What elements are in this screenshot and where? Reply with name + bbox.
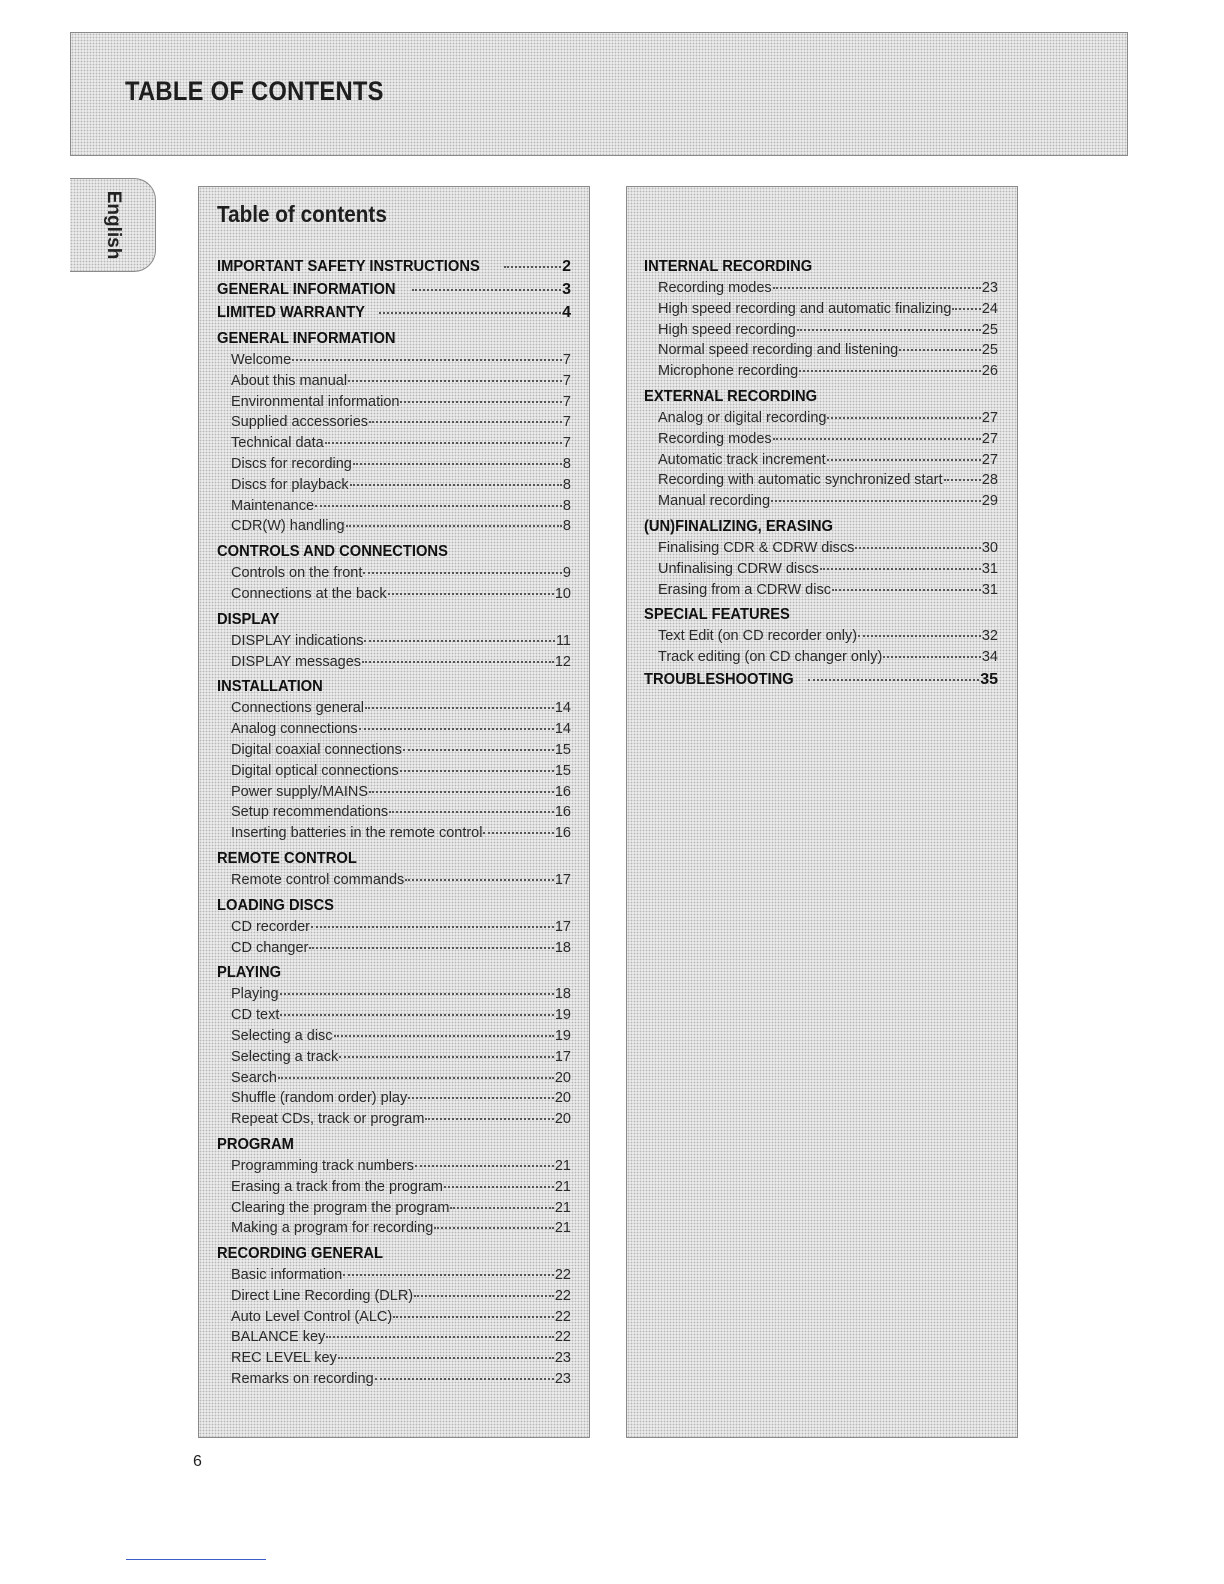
toc-page-number: 17 bbox=[554, 918, 571, 935]
toc-section-title: PLAYING bbox=[217, 964, 282, 982]
toc-page-number: 8 bbox=[562, 476, 571, 493]
dot-leader bbox=[832, 589, 981, 591]
toc-entry-title: High speed recording bbox=[658, 321, 796, 338]
toc-entry-title: Normal speed recording and listening bbox=[658, 342, 899, 359]
dot-leader bbox=[353, 463, 562, 465]
toc-entry bbox=[217, 371, 571, 392]
dot-leader bbox=[434, 1227, 554, 1229]
footer-rule bbox=[126, 1559, 266, 1560]
toc-page-number: 22 bbox=[554, 1287, 571, 1304]
toc-entry bbox=[217, 454, 571, 475]
toc-page-number: 32 bbox=[981, 628, 998, 645]
toc-entry bbox=[217, 938, 571, 959]
dot-leader bbox=[797, 329, 981, 331]
toc-page-number: 23 bbox=[554, 1350, 571, 1367]
toc-entry bbox=[644, 559, 998, 580]
toc-entry-title: Connections general bbox=[231, 700, 365, 717]
dot-leader bbox=[858, 635, 981, 637]
toc-panel-left bbox=[198, 186, 590, 1438]
toc-entry bbox=[644, 470, 998, 491]
toc-entry bbox=[217, 412, 571, 433]
toc-entry bbox=[644, 299, 998, 320]
dot-leader bbox=[827, 417, 980, 419]
toc-list-left bbox=[217, 255, 571, 1390]
toc-entry bbox=[217, 475, 571, 496]
toc-entry-title: Recording modes bbox=[658, 280, 772, 296]
toc-entry-title: Microphone recording bbox=[658, 363, 799, 380]
dot-leader bbox=[425, 1118, 553, 1120]
dot-leader bbox=[808, 679, 980, 681]
dot-leader bbox=[771, 500, 981, 502]
dot-leader bbox=[388, 593, 554, 595]
toc-page-number: 27 bbox=[981, 430, 998, 447]
toc-page-number: 22 bbox=[554, 1329, 571, 1346]
toc-page-number: 14 bbox=[554, 700, 571, 717]
toc-page-number: 15 bbox=[554, 741, 571, 758]
toc-page-number: 16 bbox=[554, 783, 571, 800]
language-tab bbox=[70, 178, 156, 272]
dot-leader bbox=[400, 401, 561, 403]
toc-page-number: 25 bbox=[981, 342, 998, 359]
toc-section-title: SPECIAL FEATURES bbox=[644, 606, 790, 624]
language-tab-label: English bbox=[102, 190, 124, 260]
dot-leader bbox=[278, 1077, 554, 1079]
toc-entry-title: Power supply/MAINS bbox=[231, 783, 368, 800]
toc-entry-title: Selecting a disc bbox=[231, 1027, 333, 1044]
toc-page-number: 7 bbox=[562, 352, 571, 368]
toc-page-number: 22 bbox=[554, 1308, 571, 1325]
dot-leader bbox=[444, 1186, 554, 1188]
toc-page-number: 16 bbox=[554, 825, 571, 842]
toc-entry-title: Digital coaxial connections bbox=[231, 741, 402, 758]
toc-entry bbox=[644, 361, 998, 382]
toc-entry bbox=[217, 1047, 571, 1068]
toc-entry bbox=[644, 580, 998, 601]
toc-entry bbox=[644, 340, 998, 361]
dot-leader bbox=[363, 572, 562, 574]
toc-page-number: 7 bbox=[562, 393, 571, 410]
toc-entry bbox=[217, 782, 571, 803]
toc-page-number: 11 bbox=[555, 632, 571, 649]
toc-entry-title: Discs for recording bbox=[231, 455, 352, 472]
toc-section bbox=[644, 255, 998, 278]
dot-leader bbox=[334, 1035, 554, 1037]
toc-entry bbox=[217, 1156, 571, 1177]
toc-entry-title: Digital optical connections bbox=[231, 762, 399, 779]
toc-page-number: 20 bbox=[554, 1090, 571, 1107]
toc-page-number: 28 bbox=[981, 472, 998, 489]
toc-list-right bbox=[644, 255, 998, 691]
toc-section-title: GENERAL INFORMATION bbox=[217, 330, 396, 347]
toc-page-number: 3 bbox=[562, 281, 571, 298]
toc-entry-title: BALANCE key bbox=[231, 1329, 326, 1346]
toc-entry-title: CD text bbox=[231, 1007, 280, 1024]
toc-page-number: 21 bbox=[554, 1199, 571, 1216]
toc-page-number: 14 bbox=[554, 721, 571, 738]
toc-page-number: 20 bbox=[554, 1069, 571, 1086]
toc-entry-title: Repeat CDs, track or program bbox=[231, 1111, 425, 1128]
toc-page-number: 31 bbox=[981, 581, 998, 598]
toc-entry-title: Selecting a track bbox=[231, 1048, 339, 1065]
toc-entry bbox=[217, 1286, 571, 1307]
dot-leader bbox=[820, 568, 981, 570]
toc-entry bbox=[217, 652, 571, 673]
toc-entry-title: Finalising CDR & CDRW discs bbox=[658, 539, 855, 556]
toc-section bbox=[217, 540, 571, 563]
toc-panel-right bbox=[626, 186, 1018, 1438]
dot-leader bbox=[450, 1207, 553, 1209]
toc-page-number: 8 bbox=[562, 455, 571, 472]
toc-entry-title: Analog or digital recording bbox=[658, 409, 827, 426]
dot-leader bbox=[855, 547, 981, 549]
toc-entry-title: About this manual bbox=[231, 372, 348, 389]
toc-page-number: 19 bbox=[554, 1027, 571, 1044]
toc-page-number: 18 bbox=[554, 939, 571, 956]
toc-section-title: IMPORTANT SAFETY INSTRUCTIONS bbox=[217, 258, 480, 275]
toc-page-number: 22 bbox=[554, 1267, 571, 1284]
dot-leader bbox=[364, 640, 554, 642]
toc-entry-title: Welcome bbox=[231, 352, 292, 368]
toc-page-number: 12 bbox=[554, 653, 571, 670]
dot-leader bbox=[326, 1336, 554, 1338]
toc-entry bbox=[217, 1198, 571, 1219]
toc-entry bbox=[217, 1307, 571, 1328]
toc-page-number: 21 bbox=[554, 1178, 571, 1195]
toc-entry bbox=[217, 1005, 571, 1026]
toc-section bbox=[217, 301, 571, 324]
toc-entry-title: Erasing from a CDRW disc bbox=[658, 581, 831, 598]
dot-leader bbox=[369, 421, 562, 423]
toc-page-number: 20 bbox=[554, 1111, 571, 1128]
toc-entry-title: Shuffle (random order) play bbox=[231, 1090, 408, 1107]
toc-entry bbox=[217, 870, 571, 891]
page-title: TABLE OF CONTENTS bbox=[125, 76, 384, 106]
toc-page-number: 8 bbox=[562, 497, 571, 514]
toc-page-number: 16 bbox=[554, 804, 571, 821]
dot-leader bbox=[379, 312, 561, 314]
dot-leader bbox=[362, 661, 554, 663]
toc-entry-title: Search bbox=[231, 1069, 277, 1086]
toc-page-number: 17 bbox=[554, 871, 571, 888]
toc-section-title: REMOTE CONTROL bbox=[217, 849, 357, 867]
toc-entry-title: Automatic track increment bbox=[658, 451, 826, 468]
toc-entry bbox=[217, 719, 571, 740]
toc-page-number: 8 bbox=[562, 518, 571, 535]
toc-entry bbox=[217, 631, 571, 652]
toc-entry bbox=[644, 450, 998, 471]
toc-page-number: 21 bbox=[554, 1157, 571, 1174]
dot-leader bbox=[773, 438, 981, 440]
toc-page-number: 34 bbox=[981, 649, 998, 666]
toc-section-title: TROUBLESHOOTING bbox=[644, 670, 794, 688]
toc-entry-title: Connections at the back bbox=[231, 585, 387, 602]
dot-leader bbox=[389, 811, 554, 813]
page-number: 6 bbox=[193, 1453, 202, 1470]
toc-entry-title: Inserting batteries in the remote control bbox=[231, 825, 483, 842]
toc-entry-title: Making a program for recording bbox=[231, 1220, 434, 1237]
dot-leader bbox=[309, 947, 553, 949]
toc-section-title: LOADING DISCS bbox=[217, 896, 334, 914]
dot-leader bbox=[883, 656, 981, 658]
toc-section bbox=[217, 847, 571, 870]
dot-leader bbox=[343, 1274, 554, 1276]
dot-leader bbox=[280, 993, 554, 995]
dot-leader bbox=[365, 707, 554, 709]
toc-page-number: 30 bbox=[981, 539, 998, 556]
toc-entry-title: DISPLAY messages bbox=[231, 653, 362, 670]
toc-entry bbox=[217, 584, 571, 605]
toc-page-number: 18 bbox=[554, 986, 571, 1003]
toc-entry bbox=[217, 496, 571, 517]
dot-leader bbox=[799, 370, 981, 372]
dot-leader bbox=[350, 484, 562, 486]
dot-leader bbox=[773, 287, 981, 289]
toc-entry bbox=[217, 563, 571, 584]
toc-section-title: CONTROLS AND CONNECTIONS bbox=[217, 543, 448, 561]
toc-entry-title: CD recorder bbox=[231, 918, 310, 935]
toc-entry-title: Recording with automatic synchronized start bbox=[658, 472, 943, 489]
dot-leader bbox=[827, 459, 981, 461]
toc-section-title: INTERNAL RECORDING bbox=[644, 258, 813, 275]
toc-entry bbox=[644, 320, 998, 341]
toc-section bbox=[217, 278, 571, 301]
toc-entry bbox=[217, 823, 571, 844]
toc-entry bbox=[217, 1265, 571, 1286]
dot-leader bbox=[315, 505, 562, 507]
toc-page-number: 27 bbox=[981, 451, 998, 468]
toc-section bbox=[217, 961, 571, 984]
toc-entry-title: CD changer bbox=[231, 939, 309, 956]
dot-leader bbox=[415, 1165, 554, 1167]
dot-leader bbox=[414, 1295, 554, 1297]
toc-page-number: 19 bbox=[554, 1007, 571, 1024]
toc-page-number: 7 bbox=[562, 372, 571, 389]
toc-entry-title: Environmental information bbox=[231, 393, 400, 410]
toc-entry bbox=[217, 1348, 571, 1369]
toc-entry-title: Remarks on recording bbox=[231, 1371, 374, 1388]
toc-entry bbox=[217, 350, 571, 371]
dot-leader bbox=[504, 266, 561, 268]
toc-page-number: 29 bbox=[981, 493, 998, 510]
toc-section bbox=[217, 255, 571, 278]
dot-leader bbox=[400, 770, 554, 772]
toc-entry-title: Remote control commands bbox=[231, 871, 405, 888]
toc-entry-title: REC LEVEL key bbox=[231, 1350, 337, 1367]
dot-leader bbox=[899, 349, 981, 351]
dot-leader bbox=[944, 479, 981, 481]
toc-entry-title: Unfinalising CDRW discs bbox=[658, 560, 819, 577]
toc-entry bbox=[644, 491, 998, 512]
toc-entry bbox=[644, 408, 998, 429]
dot-leader bbox=[348, 380, 562, 382]
toc-entry bbox=[217, 917, 571, 938]
toc-page-number: 31 bbox=[981, 560, 998, 577]
toc-entry bbox=[644, 278, 998, 299]
toc-entry-title: Maintenance bbox=[231, 497, 315, 514]
dot-leader bbox=[483, 832, 553, 834]
dot-leader bbox=[393, 1316, 554, 1318]
toc-section bbox=[644, 385, 998, 408]
dot-leader bbox=[375, 1378, 554, 1380]
dot-leader bbox=[325, 442, 562, 444]
toc-entry-title: Basic information bbox=[231, 1267, 343, 1284]
toc-entry bbox=[217, 433, 571, 454]
toc-entry-title: CDR(W) handling bbox=[231, 518, 345, 535]
toc-entry-title: Direct Line Recording (DLR) bbox=[231, 1287, 414, 1304]
toc-entry bbox=[217, 740, 571, 761]
toc-entry bbox=[644, 626, 998, 647]
toc-entry-title: Clearing the program the program bbox=[231, 1199, 450, 1216]
toc-entry bbox=[217, 1109, 571, 1130]
toc-entry bbox=[217, 1218, 571, 1239]
toc-page-number: 23 bbox=[554, 1371, 571, 1388]
toc-page-number: 27 bbox=[981, 409, 998, 426]
toc-entry bbox=[217, 1177, 571, 1198]
toc-section-title: PROGRAM bbox=[217, 1135, 294, 1153]
dot-leader bbox=[346, 525, 562, 527]
dot-leader bbox=[405, 879, 554, 881]
toc-entry-title: Recording modes bbox=[658, 430, 772, 447]
toc-entry-title: Discs for playback bbox=[231, 476, 349, 493]
toc-section-title: (UN)FINALIZING, ERASING bbox=[644, 517, 833, 535]
toc-entry-title: Manual recording bbox=[658, 493, 771, 510]
toc-page-number: 24 bbox=[981, 300, 998, 317]
toc-entry bbox=[644, 538, 998, 559]
toc-section-title: EXTERNAL RECORDING bbox=[644, 387, 818, 405]
toc-page-number: 23 bbox=[981, 280, 998, 296]
toc-page-number: 2 bbox=[562, 258, 571, 275]
toc-section bbox=[217, 608, 571, 631]
toc-entry bbox=[644, 429, 998, 450]
dot-leader bbox=[408, 1097, 554, 1099]
toc-section bbox=[217, 1242, 571, 1265]
toc-page-number: 17 bbox=[554, 1048, 571, 1065]
toc-entry bbox=[217, 984, 571, 1005]
toc-entry bbox=[217, 761, 571, 782]
toc-entry bbox=[217, 392, 571, 413]
dot-leader bbox=[280, 1014, 554, 1016]
toc-page-number: 26 bbox=[981, 363, 998, 380]
dot-leader bbox=[403, 749, 554, 751]
toc-entry-title: Playing bbox=[231, 986, 279, 1003]
toc-entry bbox=[644, 647, 998, 668]
toc-entry bbox=[217, 698, 571, 719]
dot-leader bbox=[952, 308, 980, 310]
toc-entry-title: Programming track numbers bbox=[231, 1157, 414, 1174]
toc-entry bbox=[217, 1327, 571, 1348]
toc-page-number: 10 bbox=[554, 585, 571, 602]
toc-entry-title: Erasing a track from the program bbox=[231, 1178, 443, 1195]
toc-section-title: LIMITED WARRANTY bbox=[217, 304, 366, 321]
dot-leader bbox=[338, 1357, 554, 1359]
toc-section bbox=[217, 675, 571, 698]
toc-entry-title: Controls on the front bbox=[231, 565, 363, 582]
dot-leader bbox=[292, 359, 562, 361]
toc-entry bbox=[217, 1068, 571, 1089]
toc-entry-title: Track editing (on CD changer only) bbox=[658, 649, 883, 666]
toc-page-number: 25 bbox=[981, 321, 998, 338]
toc-entry bbox=[217, 1369, 571, 1390]
toc-entry bbox=[217, 1026, 571, 1047]
toc-section bbox=[217, 894, 571, 917]
toc-section-title: GENERAL INFORMATION bbox=[217, 281, 396, 298]
toc-section bbox=[644, 668, 998, 691]
toc-section bbox=[217, 1133, 571, 1156]
toc-page-number: 21 bbox=[554, 1220, 571, 1237]
toc-entry-title: Text Edit (on CD recorder only) bbox=[658, 628, 858, 645]
toc-entry-title: Analog connections bbox=[231, 721, 358, 738]
toc-entry-title: High speed recording and automatic finalizing bbox=[658, 300, 952, 317]
toc-section-title: DISPLAY bbox=[217, 610, 280, 628]
toc-entry bbox=[217, 802, 571, 823]
toc-page-number: 7 bbox=[562, 414, 571, 431]
toc-section bbox=[644, 515, 998, 538]
toc-section-title: RECORDING GENERAL bbox=[217, 1245, 384, 1263]
toc-entry-title: Supplied accessories bbox=[231, 414, 369, 431]
toc-entry-title: Auto Level Control (ALC) bbox=[231, 1308, 393, 1325]
toc-page-number: 9 bbox=[562, 565, 571, 582]
dot-leader bbox=[311, 926, 554, 928]
toc-section bbox=[644, 603, 998, 626]
toc-entry-title: Setup recommendations bbox=[231, 804, 389, 821]
toc-page-number: 7 bbox=[562, 435, 571, 452]
toc-entry bbox=[217, 1088, 571, 1109]
toc-page-number: 4 bbox=[562, 304, 571, 321]
toc-title: Table of contents bbox=[217, 201, 387, 227]
toc-entry-title: DISPLAY indications bbox=[231, 632, 364, 649]
toc-page-number: 15 bbox=[554, 762, 571, 779]
dot-leader bbox=[369, 791, 554, 793]
toc-page-number: 35 bbox=[980, 670, 998, 688]
dot-leader bbox=[359, 728, 554, 730]
toc-entry-title: Technical data bbox=[231, 435, 324, 452]
toc-entry bbox=[217, 516, 571, 537]
dot-leader bbox=[412, 289, 561, 291]
dot-leader bbox=[339, 1056, 554, 1058]
toc-section-title: INSTALLATION bbox=[217, 678, 323, 696]
toc-section bbox=[217, 327, 571, 350]
